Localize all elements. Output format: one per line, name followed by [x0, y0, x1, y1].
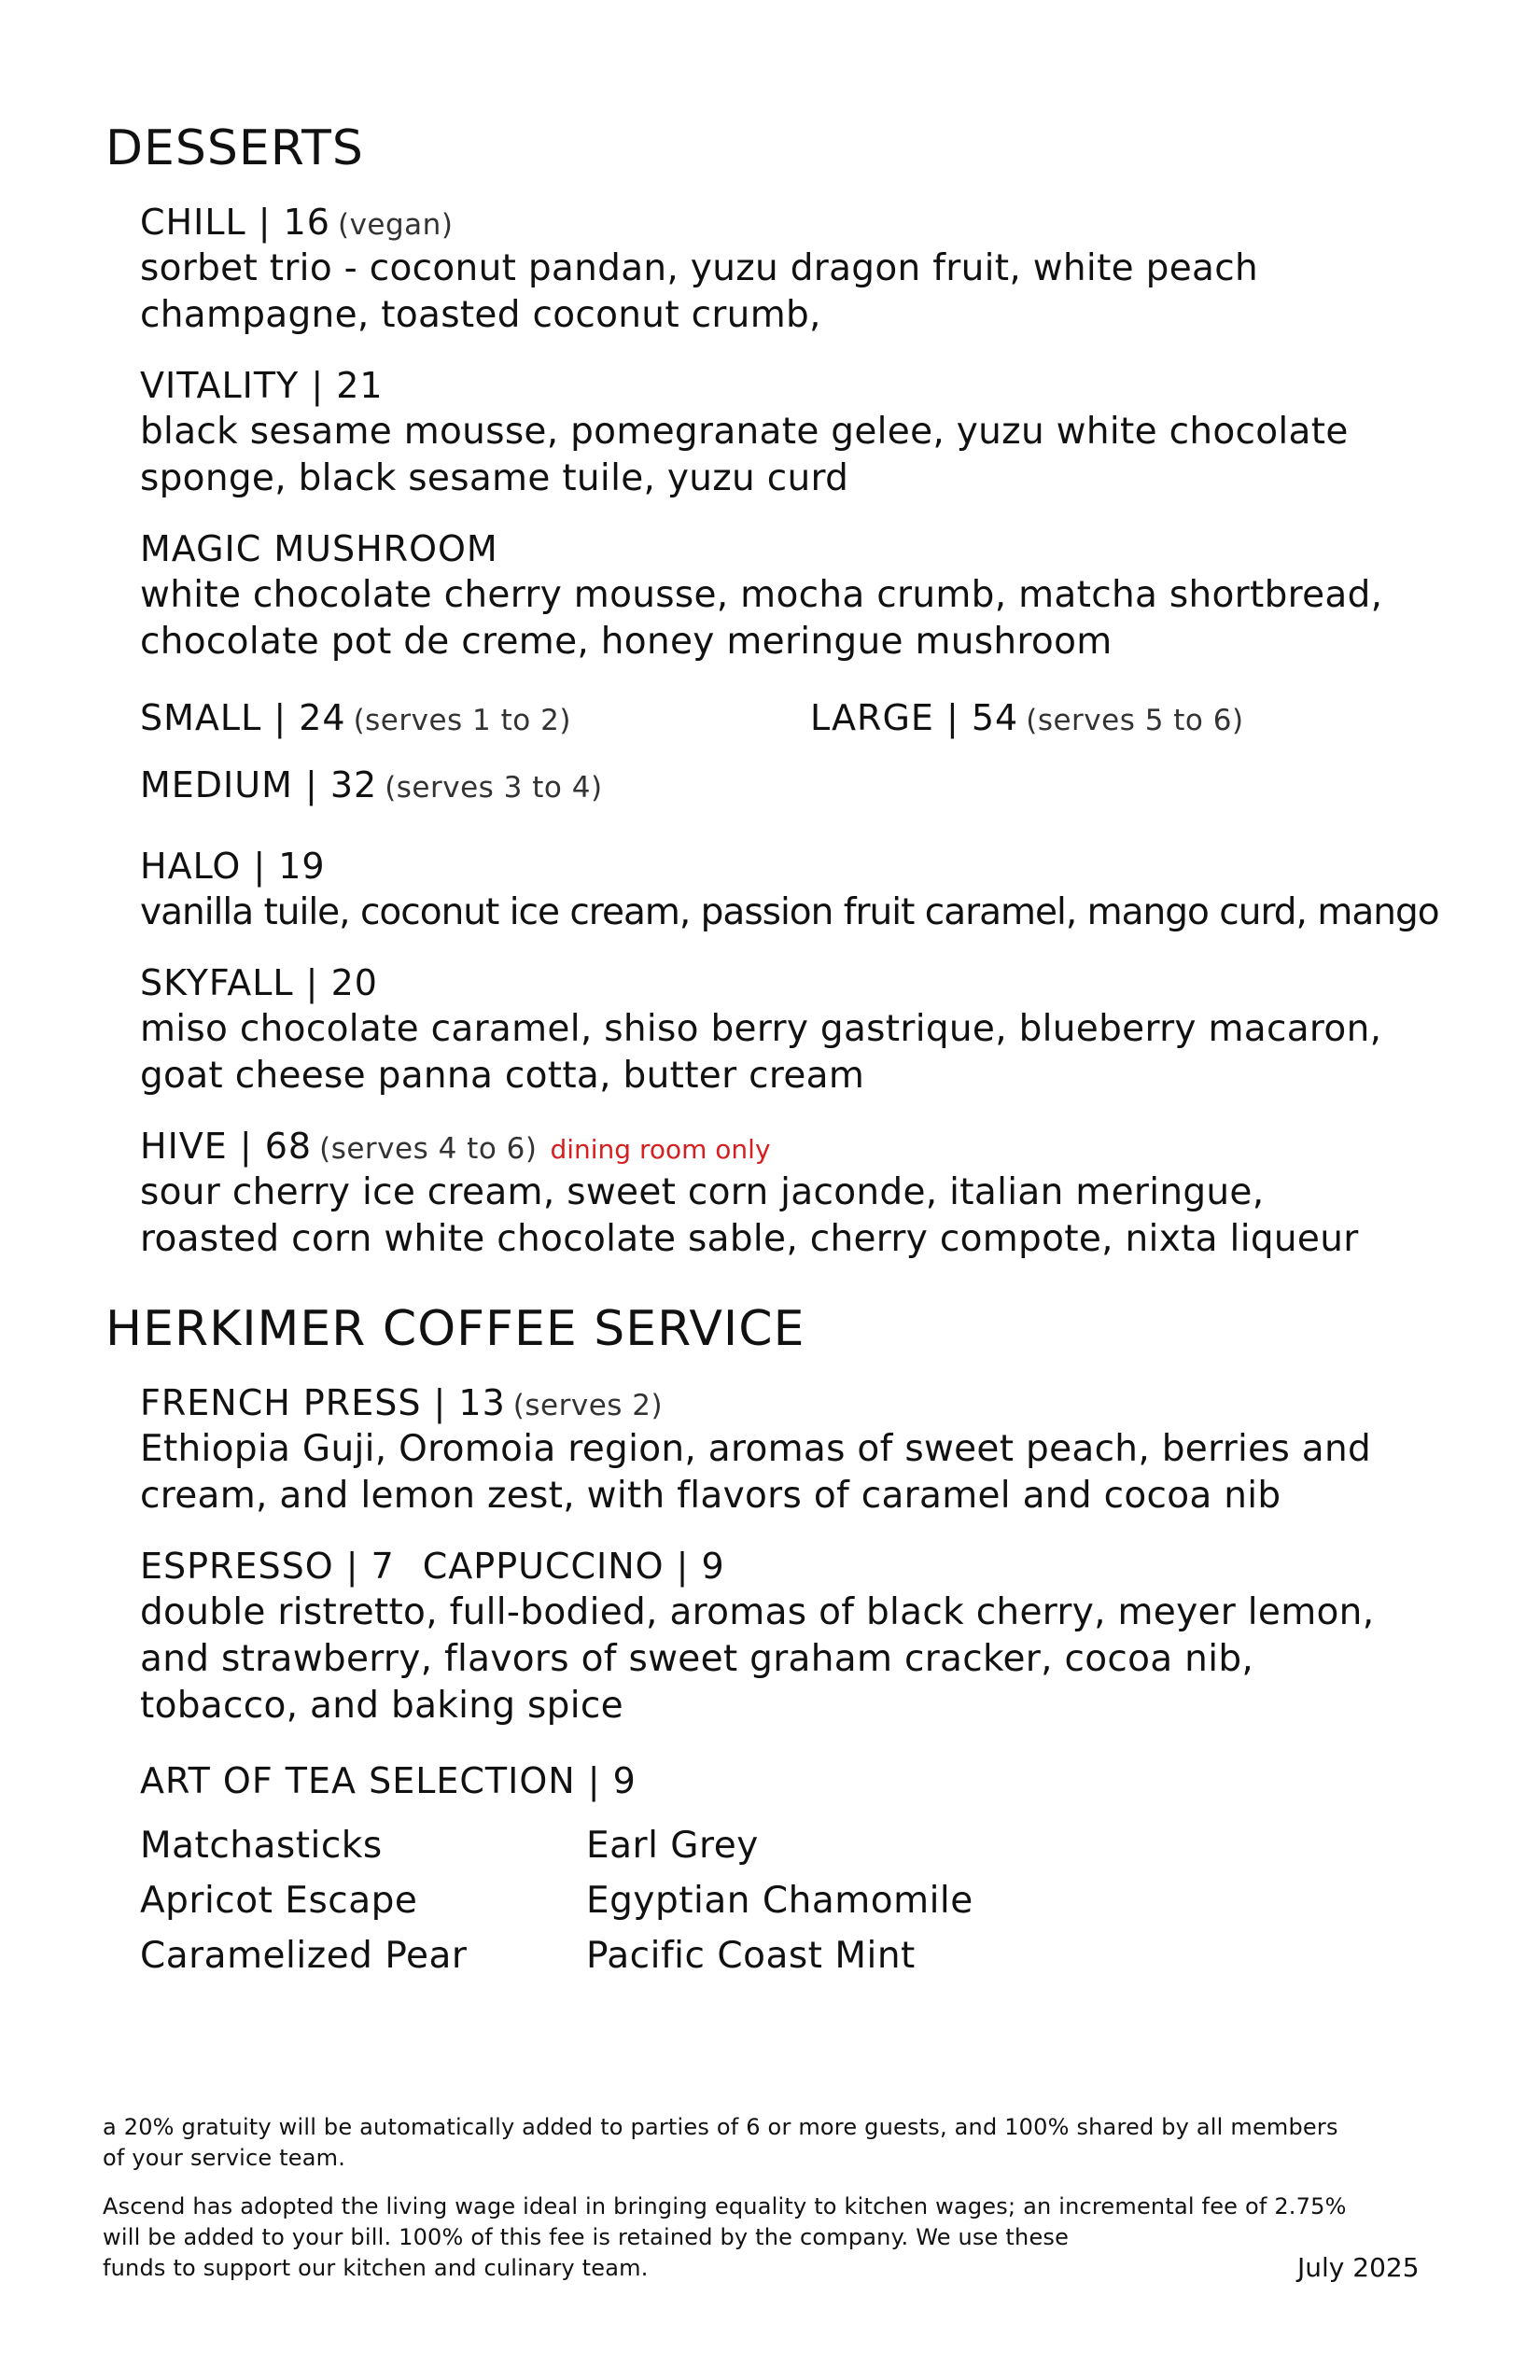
item-description: sorbet trio - coconut pandan, yuzu dragon fruit, white peach [140, 247, 1258, 289]
menu-item-french-press [140, 1379, 1447, 1519]
item-description: roasted corn white chocolate sable, cherry compote, nixta liqueur [140, 1218, 1359, 1260]
item-title: HIVE | 68 [140, 1126, 313, 1167]
item-description: double ristretto, full-bodied, aromas of black cherry, meyer lemon, [140, 1591, 1375, 1633]
footer-line: a 20% gratuity will be automatically added to parties of 6 or more guests, and 100% shared by all members [103, 2114, 1338, 2140]
item-note: (vegan) [337, 208, 454, 242]
tea-list-left [140, 1818, 467, 1983]
tea-item: Earl Grey [586, 1825, 759, 1867]
size-label: LARGE | 54 [810, 697, 1019, 738]
item-title: CHILL | 16 [140, 202, 330, 243]
item-description: champagne, toasted coconut crumb, [140, 294, 821, 336]
coffee-service-heading: HERKIMER COFFEE SERVICE [105, 1301, 805, 1357]
tea-item: Matchasticks [140, 1825, 383, 1867]
cappuccino-title: CAPPUCCINO | 9 [422, 1546, 725, 1587]
menu-item-tea [140, 1757, 1447, 1804]
item-description: tobacco, and baking spice [140, 1685, 623, 1727]
item-title: MAGIC MUSHROOM [140, 528, 498, 569]
footer-line: funds to support our kitchen and culinary team. [103, 2255, 649, 2281]
menu-item-magic-mushroom [140, 525, 1447, 665]
item-description: black sesame mousse, pomegranate gelee, yuzu white chocolate [140, 411, 1349, 453]
tea-list-right [586, 1818, 973, 1983]
menu-item-chill [140, 199, 1447, 339]
item-description: goat cheese panna cotta, butter cream [140, 1055, 865, 1097]
size-note: (serves 5 to 6) [1026, 704, 1244, 737]
item-description: white chocolate cherry mousse, mocha crumb, matcha shortbread, [140, 574, 1383, 616]
footer-line: will be added to your bill. 100% of this fee is retained by the company. We use these [103, 2224, 1070, 2250]
item-note: (serves 4 to 6) [319, 1132, 538, 1166]
item-description: sponge, black sesame tuile, yuzu curd [140, 457, 849, 499]
tea-item: Pacific Coast Mint [586, 1935, 916, 1977]
size-note: (serves 3 to 4) [385, 771, 603, 805]
living-wage-note [103, 2191, 1428, 2284]
footer-line: Ascend has adopted the living wage ideal in bringing equality to kitchen wages; an incremental fee of 2.75% [103, 2193, 1347, 2219]
size-large [810, 694, 1244, 744]
tea-item: Apricot Escape [140, 1880, 418, 1922]
size-small [140, 694, 571, 744]
menu-date: July 2025 [1297, 2252, 1420, 2283]
item-title: HALO | 19 [140, 846, 326, 887]
item-description: sour cherry ice cream, sweet corn jaconde, italian meringue, [140, 1171, 1265, 1213]
desserts-heading: DESSERTS [105, 120, 364, 176]
item-description: and strawberry, flavors of sweet graham cracker, cocoa nib, [140, 1638, 1254, 1680]
espresso-title: ESPRESSO | 7 [140, 1546, 395, 1587]
item-note: (serves 2) [512, 1389, 664, 1422]
tea-item: Egyptian Chamomile [586, 1880, 973, 1922]
tea-item: Caramelized Pear [140, 1935, 468, 1977]
menu-item-skyfall [140, 959, 1447, 1099]
size-label: MEDIUM | 32 [140, 764, 378, 805]
item-description: chocolate pot de creme, honey meringue mushroom [140, 621, 1113, 663]
item-description: miso chocolate caramel, shiso berry gastrique, blueberry macaron, [140, 1008, 1382, 1050]
item-title: FRENCH PRESS | 13 [140, 1382, 506, 1423]
menu-item-vitality [140, 362, 1447, 502]
item-description: vanilla tuile, coconut ice cream, passion fruit caramel, mango curd, mango [140, 891, 1439, 933]
item-title: SKYFALL | 20 [140, 962, 378, 1003]
item-description: Ethiopia Guji, Oromoia region, aromas of sweet peach, berries and [140, 1428, 1372, 1470]
size-medium [140, 762, 603, 811]
dining-room-only-badge: dining room only [550, 1134, 771, 1165]
menu-item-espresso-cappuccino [140, 1543, 1447, 1729]
footer-line: of your service team. [103, 2145, 346, 2171]
item-title: ART OF TEA SELECTION | 9 [140, 1760, 637, 1801]
menu-item-hive [140, 1123, 1447, 1263]
item-title: VITALITY | 21 [140, 365, 384, 406]
item-description: cream, and lemon zest, with flavors of caramel and cocoa nib [140, 1475, 1281, 1517]
size-note: (serves 1 to 2) [353, 704, 571, 737]
menu-item-halo [140, 843, 1447, 936]
gratuity-note [103, 2112, 1428, 2174]
size-label: SMALL | 24 [140, 697, 346, 738]
